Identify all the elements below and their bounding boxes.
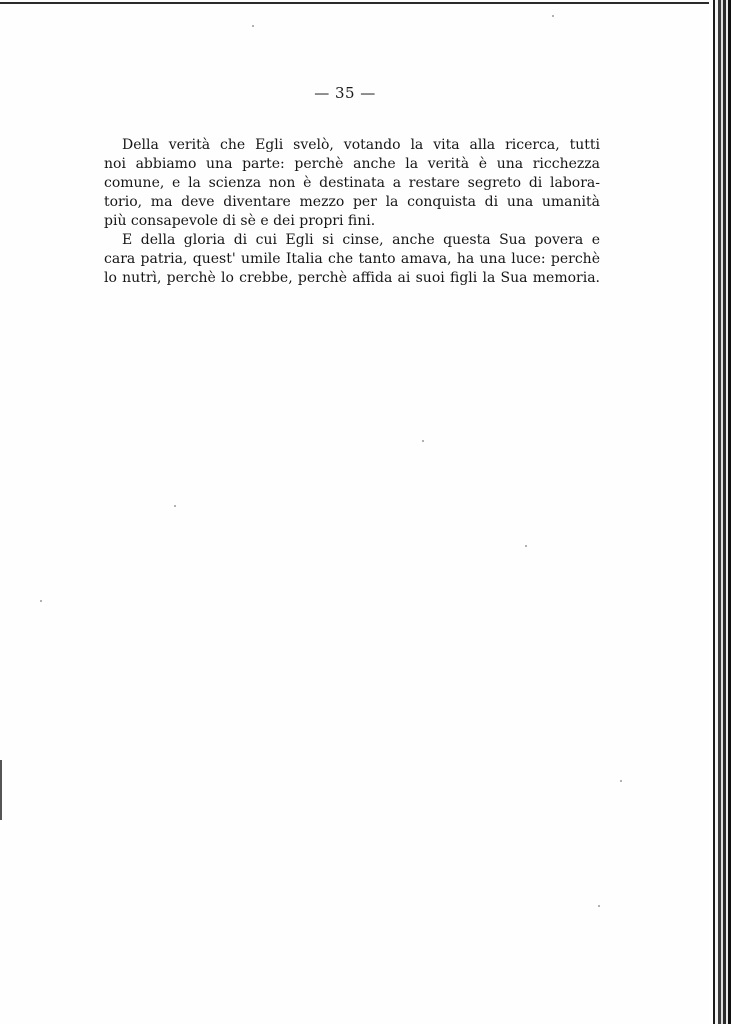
text-line: lo nutrì, perchè lo crebbe, perchè affida ai suoi figli la Sua memoria. [104, 270, 600, 286]
scan-speck [40, 600, 42, 602]
body-text [104, 136, 600, 288]
text-line: E della gloria di cui Egli si cinse, anche questa Sua povera e [122, 232, 600, 248]
scan-speck [174, 505, 176, 507]
paragraph-2 [104, 231, 600, 288]
paragraph-1 [104, 136, 600, 231]
scan-left-edge-mark [0, 760, 2, 820]
scan-speck [422, 440, 424, 442]
book-binding-edge [709, 0, 731, 1024]
text-line: torio, ma deve diventare mezzo per la conquista di una umanità [104, 194, 600, 210]
text-line: Della verità che Egli svelò, votando la vita alla ricerca, tutti [122, 137, 600, 153]
scan-top-border [0, 2, 720, 4]
page-number: — 35 — [314, 84, 376, 102]
text-line: cara patria, quest' umile Italia che tanto amava, ha una luce: perchè [104, 251, 600, 267]
text-line: più consapevole di sè e dei propri fini. [104, 213, 376, 229]
text-line: comune, e la scienza non è destinata a restare segreto di labora- [104, 175, 600, 191]
scan-speck [552, 15, 554, 17]
scan-speck [598, 905, 600, 907]
scan-speck [252, 25, 254, 27]
text-line: noi abbiamo una parte: perchè anche la verità è una ricchezza [104, 156, 600, 172]
scan-speck [620, 780, 622, 782]
scan-speck [525, 545, 527, 547]
